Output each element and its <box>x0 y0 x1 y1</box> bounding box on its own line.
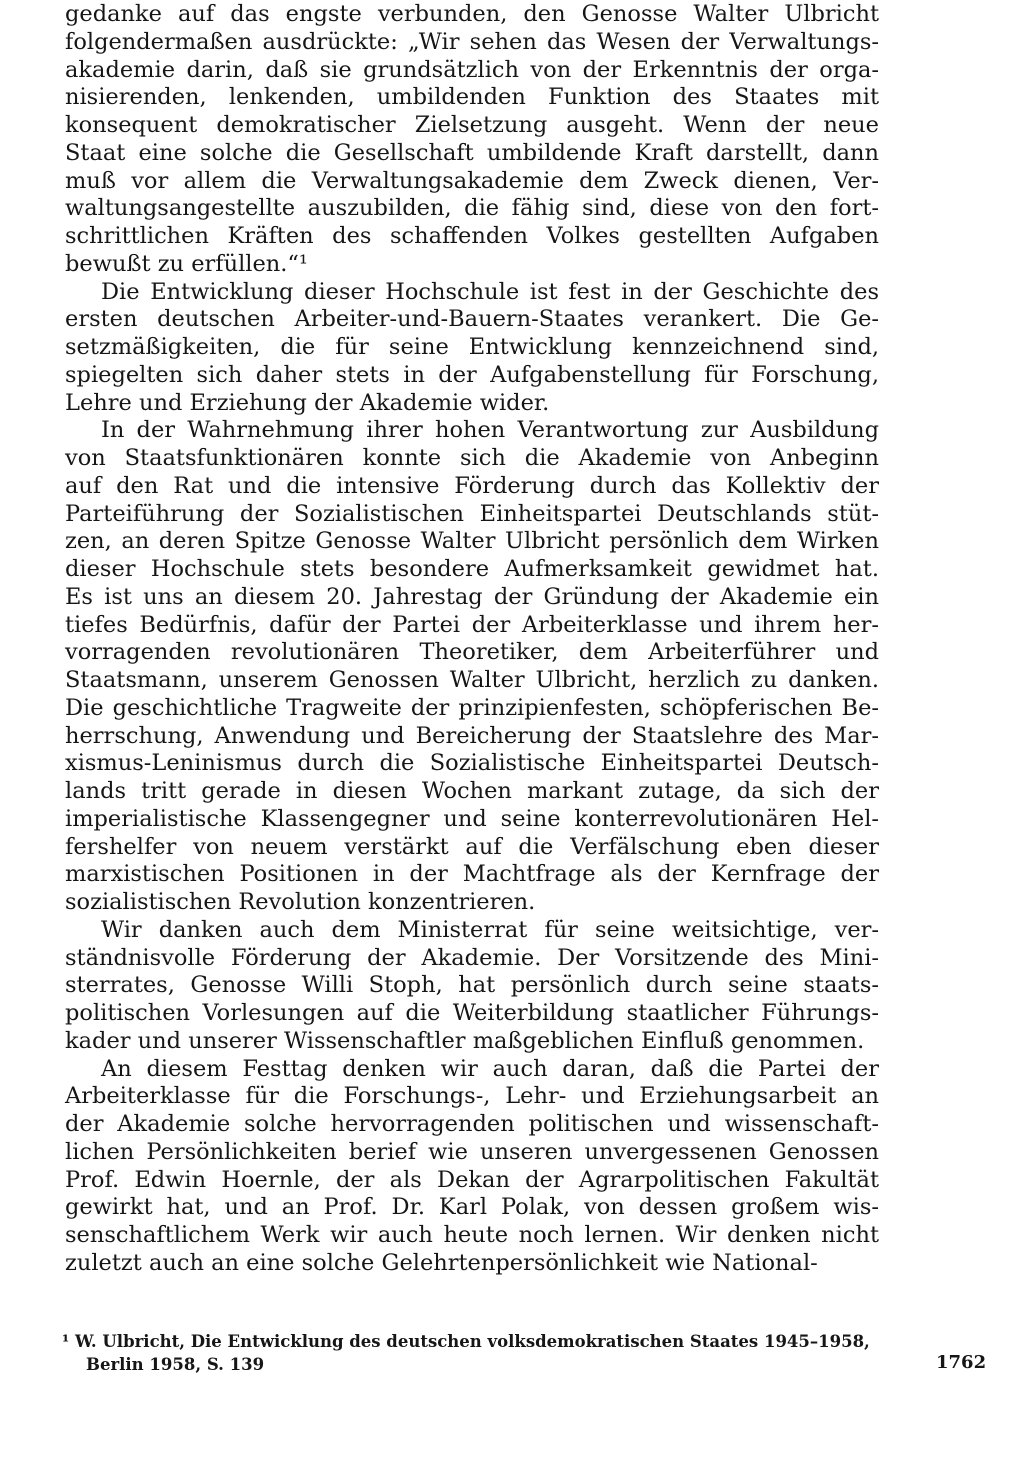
text-line: Staatsmann, unserem Genossen Walter Ulbricht, herzlich zu danken. <box>65 667 879 693</box>
text-line: akademie darin, daß sie grundsätzlich von der Erkenntnis der orga- <box>65 56 879 83</box>
text-line: marxistischen Positionen in der Machtfrage als der Kernfrage der <box>65 861 879 888</box>
text-line: muß vor allem die Verwaltungsakademie dem Zweck dienen, Ver- <box>65 167 879 194</box>
text-line: Parteiführung der Sozialistischen Einheitspartei Deutschlands stüt- <box>65 500 879 527</box>
text-line: zen, an deren Spitze Genosse Walter Ulbricht persönlich dem Wirken <box>65 528 879 555</box>
text-line: In der Wahrnehmung ihrer hohen Verantwortung zur Ausbildung <box>101 417 879 444</box>
text-line: Die geschichtliche Tragweite der prinzipienfesten, schöpferischen Be- <box>65 694 879 721</box>
text-line: Es ist uns an diesem 20. Jahrestag der Gründung der Akademie ein <box>65 583 879 610</box>
page-number: 1762 <box>936 1352 987 1373</box>
text-line: lichen Persönlichkeiten berief wie unseren unvergessenen Genossen <box>65 1138 879 1165</box>
footnote-line-2: Berlin 1958, S. 139 <box>86 1355 265 1374</box>
text-line: ersten deutschen Arbeiter-und-Bauern-Staates verankert. Die Ge- <box>65 306 879 333</box>
text-line: schrittlichen Kräften des schaffenden Volkes gestellten Aufgaben <box>65 223 879 249</box>
text-line: Die Entwicklung dieser Hochschule ist fest in der Geschichte des <box>101 278 879 305</box>
text-line: lands tritt gerade in diesen Wochen markant zutage, da sich der <box>65 778 879 804</box>
text-line: Wir danken auch dem Ministerrat für seine weitsichtige, ver- <box>101 916 879 943</box>
text-line: sozialistischen Revolution konzentrieren. <box>65 889 536 915</box>
text-line: fershelfer von neuem verstärkt auf die Verfälschung eben dieser <box>65 833 879 860</box>
text-line: dieser Hochschule stets besondere Aufmerksamkeit gewidmet hat. <box>65 556 879 582</box>
text-line: Prof. Edwin Hoernle, der als Dekan der Agrarpolitischen Fakultät <box>65 1166 879 1193</box>
text-line: von Staatsfunktionären konnte sich die Akademie von Anbeginn <box>65 445 879 471</box>
text-line: tiefes Bedürfnis, dafür der Partei der Arbeiterklasse und ihrem her- <box>65 611 879 638</box>
text-line: ständnisvolle Förderung der Akademie. Der Vorsitzende des Mini- <box>65 944 879 971</box>
text-line: sterrates, Genosse Willi Stoph, hat persönlich durch seine staats- <box>65 972 879 999</box>
text-line: kader und unserer Wissenschaftler maßgeblichen Einfluß genommen. <box>65 1027 865 1054</box>
text-line: politischen Vorlesungen auf die Weiterbildung staatlicher Führungs- <box>65 1000 879 1026</box>
text-line: gewirkt hat, und an Prof. Dr. Karl Polak, von dessen großem wis- <box>65 1194 879 1221</box>
text-line: An diesem Festtag denken wir auch daran, daß die Partei der <box>101 1055 879 1082</box>
text-line: herrschung, Anwendung und Bereicherung der Staatslehre des Mar- <box>65 722 879 749</box>
text-line: xismus-Leninismus durch die Sozialistische Einheitspartei Deutsch- <box>65 750 879 777</box>
text-line: der Akademie solche hervorragenden politischen und wissenschaft- <box>65 1111 879 1137</box>
text-line: setzmäßigkeiten, die für seine Entwicklung kennzeichnend sind, <box>65 334 879 360</box>
footnote-line-1: ¹ W. Ulbricht, Die Entwicklung des deutschen volksdemokratischen Staates 1945–1958, <box>62 1332 870 1351</box>
text-line: gedanke auf das engste verbunden, den Genosse Walter Ulbricht <box>65 1 879 27</box>
text-line: imperialistische Klassengegner und seine konterrevolutionären Hel- <box>65 805 879 832</box>
text-line: konsequent demokratischer Zielsetzung ausgeht. Wenn der neue <box>65 112 879 138</box>
text-line: Lehre und Erziehung der Akademie wider. <box>65 389 550 416</box>
text-line: zuletzt auch an eine solche Gelehrtenpersönlichkeit wie National- <box>65 1249 818 1276</box>
text-line: Arbeiterklasse für die Forschungs-, Lehr- und Erziehungsarbeit an <box>65 1083 879 1110</box>
text-line: bewußt zu erfüllen.“¹ <box>65 250 308 277</box>
text-line: waltungsangestellte auszubilden, die fähig sind, diese von den fort- <box>65 195 879 222</box>
text-line: nisierenden, lenkenden, umbildenden Funktion des Staates mit <box>65 84 879 111</box>
text-line: Staat eine solche die Gesellschaft umbildende Kraft darstellt, dann <box>65 139 879 166</box>
text-line: senschaftlichem Werk wir auch heute noch lernen. Wir denken nicht <box>65 1222 879 1248</box>
text-line: spiegelten sich daher stets in der Aufgabenstellung für Forschung, <box>65 361 879 388</box>
text-line: auf den Rat und die intensive Förderung durch das Kollektiv der <box>65 472 879 499</box>
text-line: vorragenden revolutionären Theoretiker, dem Arbeiterführer und <box>65 639 879 666</box>
text-line: folgendermaßen ausdrückte: „Wir sehen das Wesen der Verwaltungs- <box>65 28 879 55</box>
